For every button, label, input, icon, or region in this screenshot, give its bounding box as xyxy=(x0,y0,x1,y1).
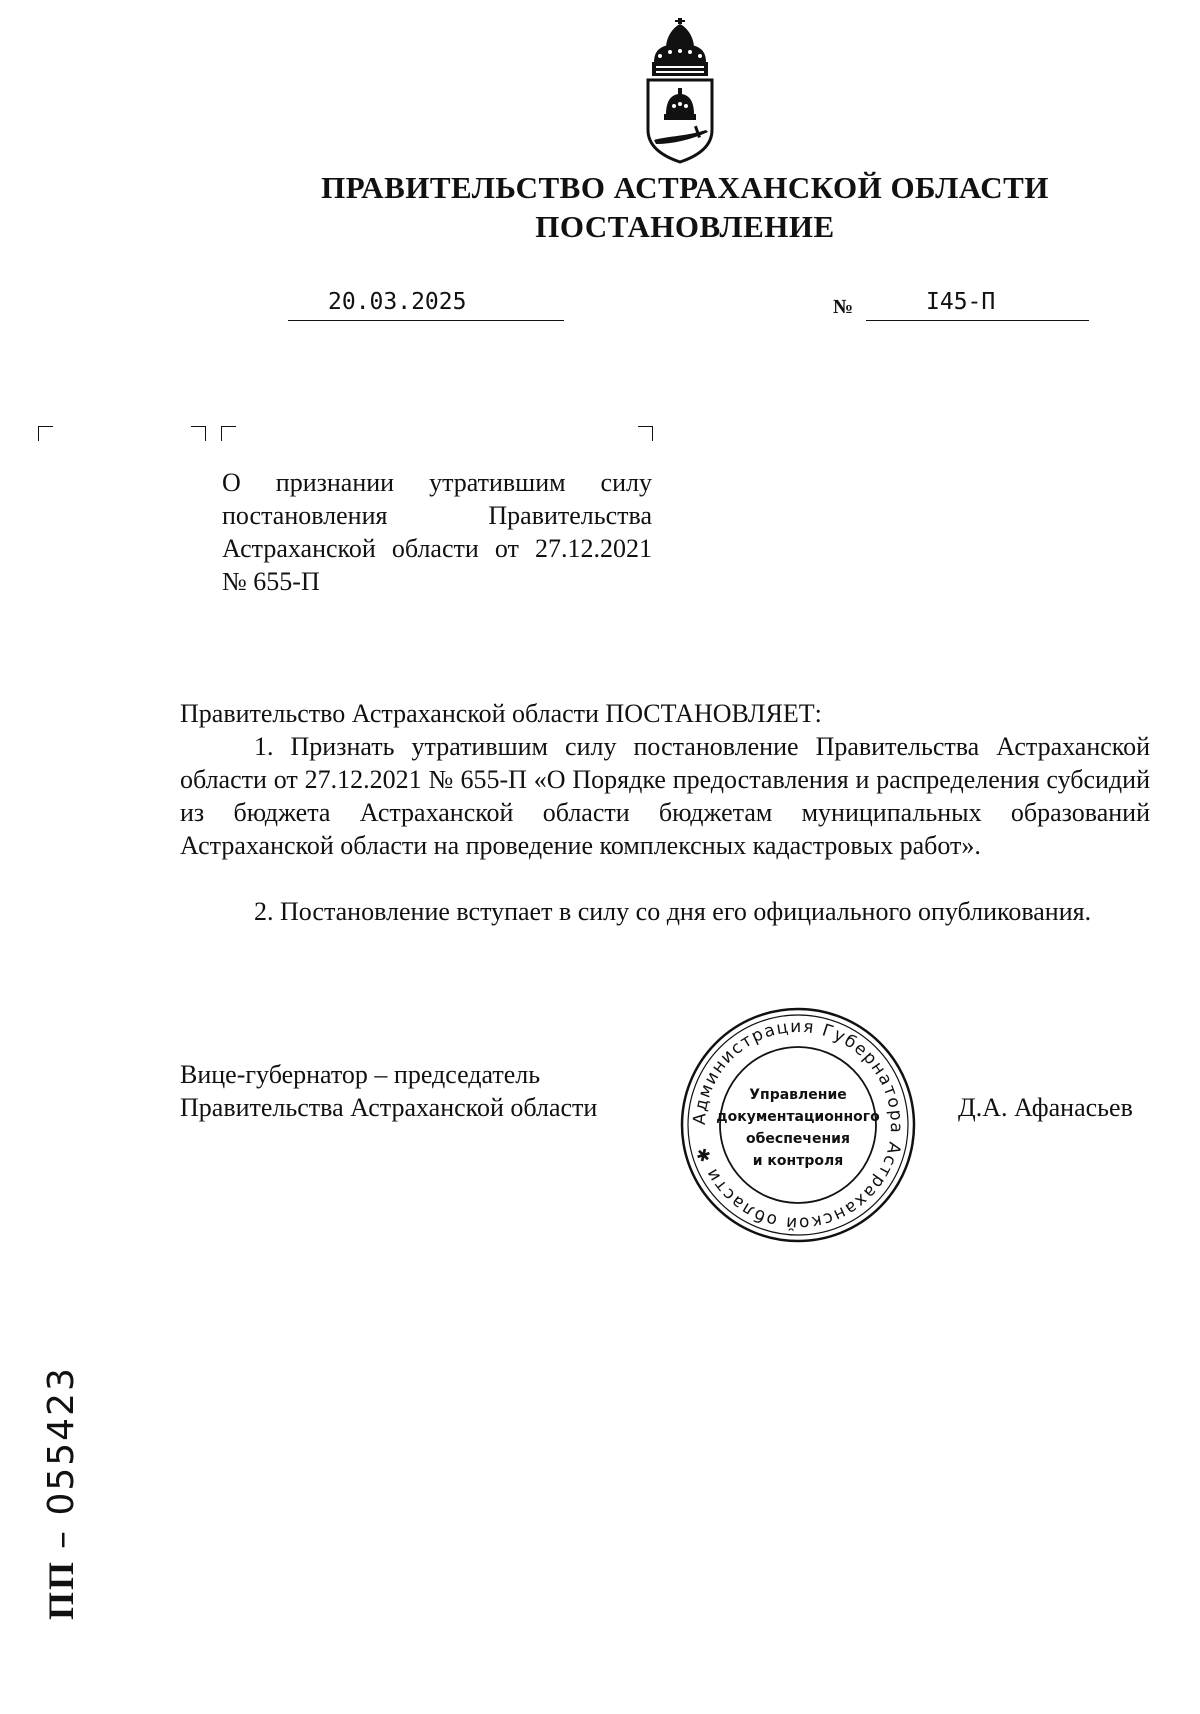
document-number: I45-П xyxy=(926,289,996,315)
stamp-inner-line-3: обеспечения xyxy=(746,1131,850,1147)
official-stamp xyxy=(678,1005,918,1245)
stamp-inner-line-2: документационного xyxy=(716,1109,880,1125)
document-type-title: ПОСТАНОВЛЕНИЕ xyxy=(535,209,835,244)
svg-text:Администрация Губернатора Астр xyxy=(690,1017,906,1233)
signatory-position-line-1: Вице-губернатор – председатель xyxy=(180,1060,541,1089)
number-sign: № xyxy=(833,296,854,318)
paragraph-1: 1. Признать утратившим силу постановление Правительства Астраханской области от 27.12.2021 № 655-П «О Порядке предоставления и распределения субсидий из бюджета Астраханской области бюджетам муниципальных образований Астраханской области на проведение комплексных кадастровых работ». xyxy=(180,732,1150,860)
document-date-field xyxy=(288,290,564,321)
signatory-position-line-2: Правительства Астраханской области xyxy=(180,1093,598,1122)
organization-title: ПРАВИТЕЛЬСТВО АСТРАХАНСКОЙ ОБЛАСТИ xyxy=(321,170,1049,205)
serial-digits: – 055423 xyxy=(41,1366,82,1549)
document-date: 20.03.2025 xyxy=(328,289,467,315)
corner-mark xyxy=(638,426,653,441)
preamble: Правительство Астраханской области ПОСТАНОВЛЯЕТ: xyxy=(180,699,822,728)
paragraph-2: 2. Постановление вступает в силу со дня его официального опубликования. xyxy=(254,897,1092,926)
signatory-name: Д.А. Афанасьев xyxy=(958,1093,1133,1122)
corner-mark xyxy=(191,426,206,441)
stamp-inner-line-4: и контроля xyxy=(752,1153,844,1169)
document-subject: О признании утратившим силу постановления Правительства Астраханской области от 27.12.2021 № 655-П xyxy=(222,468,652,596)
corner-mark xyxy=(38,426,53,441)
stamp-inner-line-1: Управление xyxy=(749,1087,847,1103)
serial-prefix: ПП xyxy=(41,1559,81,1620)
stamp-outer-text: Администрация Губернатора Астраханской области ✱ xyxy=(689,1016,907,1234)
document-number-field xyxy=(866,290,1089,321)
corner-mark xyxy=(221,426,236,441)
signatory-position xyxy=(180,1058,680,1124)
coat-of-arms-icon xyxy=(636,18,726,164)
